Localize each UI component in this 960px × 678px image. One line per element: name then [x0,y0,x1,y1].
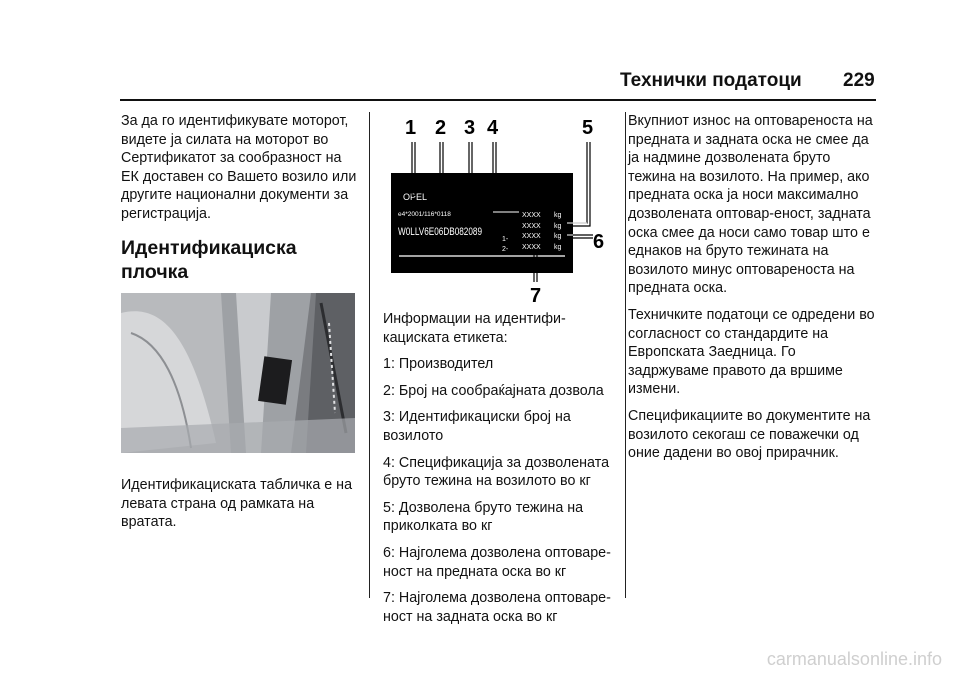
column-divider-2 [625,112,626,598]
legend-item-6: 6: Најголема дозволена оптоваре-ност на предната оска во кг [383,544,611,580]
legend-item-4: 4: Спецификација за дозволената бруто тежина на возилото во кг [383,454,610,490]
photo-caption-block [121,476,361,540]
legend-item-7: 7: Најголема дозволена оптоваре-ност на задната оска во кг [383,590,611,625]
callout-1: 1 [405,117,417,139]
page-header-title: Технички податоци [620,70,802,91]
photo-caption: Идентификациската табличка е на левата страна од рамката на вратата. [121,477,353,531]
engine-identification-text: За да го идентификувате моторот, видете ја силата на моторот во Сертификатот за сообразност на ЕК доставен со Вашето возило или другите национални документи за регистрација. [121,113,357,222]
axle-load-paragraph: Вкупниот износ на оптовареноста на предната и задната оска не смее да ја надмине дозволената бруто тежина на возилото. На пример, ако предната оска ја носи максимално дозволената оптовар-еност, задната оска смее да носи само товар што е еднаков на бруто тежината на возилото минус оптовареноста на предната оска. [628,113,873,297]
header-rule [120,99,876,101]
section-heading: Идентификациска плочка [121,236,297,283]
callout-5: 5 [582,117,594,139]
callout-4: 4 [487,117,499,139]
label-brand: OPEL [403,192,428,202]
label-weight-value-1: XXXX [522,212,541,219]
callout-6: 6 [593,231,605,253]
label-weight-unit-3: kg [554,233,562,240]
label-approval-number: e4*2001/116*0118 [398,211,451,218]
label-weight-unit-2: kg [554,223,562,230]
column-left [121,112,361,284]
label-weight-value-3: XXXX [522,233,541,240]
door-frame-photo [121,293,355,453]
legend-item-3: 3: Идентификациски број на возилото [383,409,571,444]
label-weight-unit-4: kg [554,244,562,251]
legend-item-1: 1: Производител [383,356,494,373]
column-right [628,112,878,471]
label-axle-prefix-1: 1- [502,236,509,243]
callout-3: 3 [464,117,476,139]
label-vin: W0LLV6E06DB082089 [398,226,482,238]
label-info-intro: Информации на идентифи-кациската етикета: [383,311,566,346]
standards-paragraph: Техничките податоци се одредени во согласност со стандардите на Европската Заедница. Го задржуваме правото да вршиме измени. [628,306,875,398]
label-weight-value-2: XXXX [522,223,541,230]
watermark: carmanualsonline.info [766,649,942,669]
legend-item-2: 2: Број на сообраќајната дозвола [383,382,604,399]
documents-paragraph: Спецификациите во документите на возилото секогаш се поважечки од оние дадени во овој прирачник. [628,407,871,462]
callout-7: 7 [530,285,542,305]
label-weight-value-4: XXXX [522,244,541,251]
page-number: 229 [843,70,875,91]
label-axle-prefix-2: 2- [502,246,509,253]
label-weight-unit-1: kg [554,212,562,219]
column-middle [383,310,615,634]
callout-2: 2 [435,117,447,139]
identification-label-diagram [383,110,615,305]
legend-item-5: 5: Дозволена бруто тежина на приколката во кг [383,499,584,535]
column-divider-1 [369,112,370,598]
